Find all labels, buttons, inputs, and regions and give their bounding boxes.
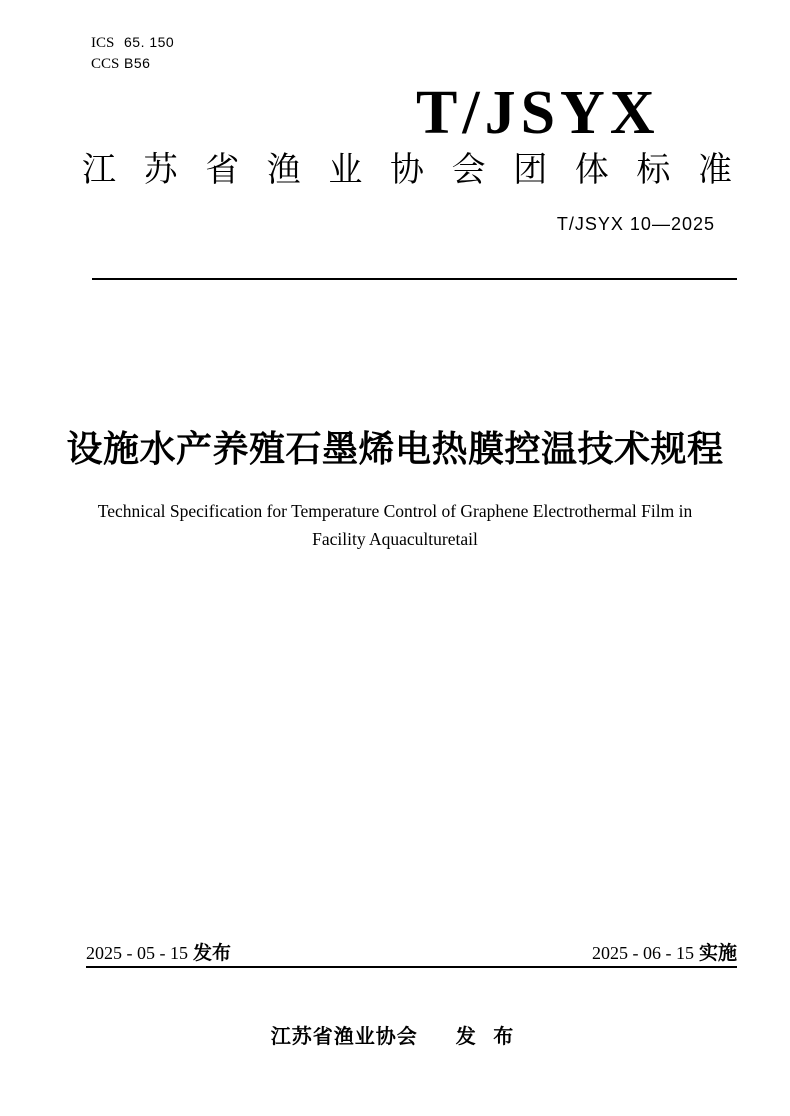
- dates-row: [86, 938, 737, 965]
- implementation-date-block: [592, 938, 737, 965]
- ics-label: ICS: [91, 35, 115, 51]
- ics-value: 65. 150: [124, 34, 175, 50]
- issue-date-block: [86, 938, 231, 965]
- classification-codes: [91, 34, 174, 76]
- standard-number: T/JSYX 10—2025: [556, 214, 715, 234]
- document-title-english-line1: Technical Specification for Temperature Control of Graphene Electrothermal Film in: [97, 501, 693, 521]
- footer-divider-line: [86, 966, 737, 968]
- issue-date-label: 发布: [193, 943, 232, 964]
- publish-action-label: 发 布: [455, 1026, 520, 1048]
- publisher-row: [0, 1020, 790, 1049]
- document-title-english-line2: Facility Aquaculturetail: [312, 529, 478, 549]
- implementation-date: 2025 - 06 - 15: [591, 943, 694, 963]
- document-title-chinese: 设施水产养殖石墨烯电热膜控温技术规程: [66, 428, 724, 469]
- document-title-english: [60, 497, 730, 553]
- ics-row: [91, 34, 174, 55]
- implementation-date-label: 实施: [698, 943, 737, 964]
- organization-standard-title: 江 苏 省 渔 业 协 会 团 体 标 准: [82, 151, 732, 189]
- ccs-value: B56: [124, 55, 151, 71]
- ccs-row: [91, 55, 174, 76]
- publisher-name: 江苏省渔业协会: [270, 1026, 418, 1048]
- header-divider-line: [92, 278, 737, 280]
- standard-body-logo: T/JSYX: [416, 79, 660, 147]
- ccs-label: CCS: [91, 56, 120, 72]
- issue-date: 2025 - 05 - 15: [86, 943, 188, 963]
